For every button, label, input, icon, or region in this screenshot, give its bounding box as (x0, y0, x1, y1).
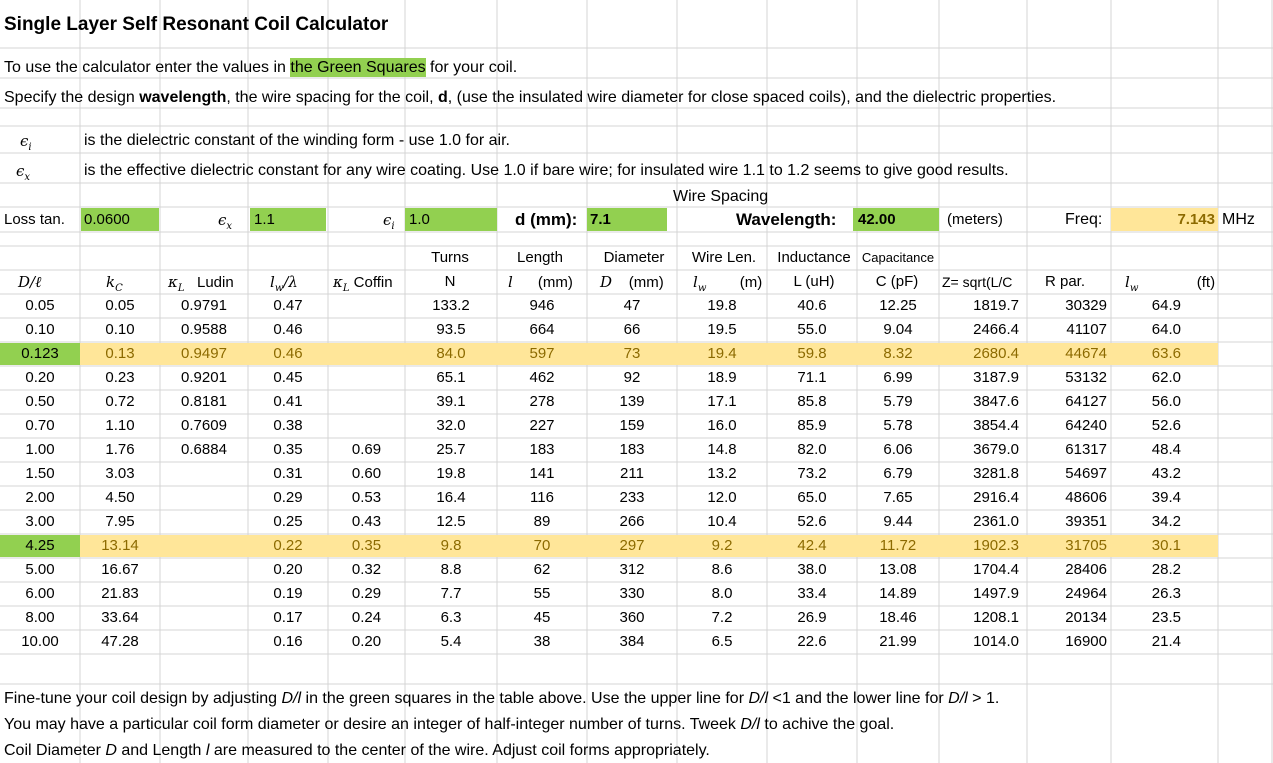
cell-r-par: 24964 (1065, 585, 1107, 602)
cell-diameter: 330 (619, 585, 645, 602)
cell-inductance: 22.6 (797, 633, 827, 650)
cell-wire-len-ft: 64.0 (1151, 321, 1181, 338)
cell-d-over-l: 3.00 (25, 513, 55, 530)
cell-kl-ludin: 0.8181 (181, 393, 227, 410)
col-header-kc: $k_C$ (106, 273, 123, 294)
cell-diameter: 92 (623, 369, 641, 386)
cell-wire-len-ft: 39.4 (1151, 489, 1181, 506)
cell-inductance: 73.2 (797, 465, 827, 482)
cell-turns: 133.2 (432, 297, 470, 314)
cell-r-par: 31705 (1065, 537, 1107, 554)
cell-inductance: 85.9 (797, 417, 827, 434)
cell-capacitance: 11.72 (879, 537, 917, 554)
col-header-kl-coffin: $\kappa_L$ Coffin (333, 273, 393, 294)
cell-kl-ludin (160, 559, 248, 581)
cell-r-par: 48606 (1065, 489, 1107, 506)
cell-length: 62 (533, 561, 551, 578)
col-header-inductance: L (uH) (793, 273, 835, 290)
cell-r-par: 20134 (1065, 609, 1107, 626)
cell-wire-len: 18.9 (707, 369, 737, 386)
cell-kl-coffin: 0.20 (351, 633, 382, 650)
d-mm-label: d (mm): (515, 210, 578, 229)
intro-text-after: for your coil. (425, 59, 518, 76)
cell-impedance: 1497.9 (973, 585, 1019, 602)
cell-wire-len-ft: 56.0 (1151, 393, 1181, 410)
header-capacitance: Capacitance (861, 250, 935, 265)
cell-d-over-l: 0.05 (25, 297, 55, 314)
cell-kl-coffin (328, 391, 405, 413)
cell-turns: 39.1 (436, 393, 466, 410)
cell-kc: 0.13 (105, 345, 135, 362)
epsilon-x-symbol: $\epsilon_x$ (16, 162, 31, 183)
cell-r-par: 64127 (1065, 393, 1107, 410)
cell-kc: 1.10 (105, 417, 135, 434)
cell-wire-len-ft: 26.3 (1151, 585, 1181, 602)
wavelength-input[interactable]: 42.00 (853, 208, 939, 231)
cell-d-over-l: 0.50 (25, 393, 55, 410)
cell-kl-ludin (160, 487, 248, 509)
cell-lw-lambda: 0.16 (273, 633, 303, 650)
cell-wire-len: 19.4 (707, 345, 737, 362)
col-header-r-par: R par. (1045, 273, 1086, 290)
loss-tan-input[interactable]: 0.0600 (81, 208, 159, 231)
cell-wire-len: 19.8 (707, 297, 737, 314)
cell-wire-len: 19.5 (707, 321, 737, 338)
cell-inductance: 82.0 (797, 441, 827, 458)
cell-kl-coffin (328, 319, 405, 341)
cell-kl-ludin (160, 583, 248, 605)
col-header-n: N (444, 273, 456, 290)
cell-kl-coffin: 0.53 (351, 489, 382, 506)
cell-turns: 16.4 (436, 489, 466, 506)
footer-line-3: Coil Diameter D and Length l are measured to the center of the wire. Adjust coil forms appropriately. (4, 742, 710, 759)
footer-line-1: Fine-tune your coil design by adjusting D/l in the green squares in the table above. Use the upper line for D/l <1 and the lower line for D/l > 1. (4, 690, 1000, 707)
cell-kl-ludin: 0.6884 (181, 441, 227, 458)
cell-r-par: 28406 (1065, 561, 1107, 578)
cell-r-par: 64240 (1065, 417, 1107, 434)
cell-length: 278 (529, 393, 555, 410)
cell-lw-lambda: 0.46 (273, 345, 303, 362)
col-header-kl-ludin: $\kappa_L$ Ludin (168, 273, 234, 294)
cell-wire-len: 17.1 (707, 393, 737, 410)
cell-inductance: 26.9 (797, 609, 827, 626)
cell-kc: 16.67 (101, 561, 139, 578)
cell-wire-len: 13.2 (707, 465, 737, 482)
col-header-wire-len: $l_w$ (m) (693, 273, 763, 294)
cell-wire-len-ft: 64.9 (1151, 297, 1181, 314)
cell-d-over-l: 1.50 (25, 465, 55, 482)
cell-impedance: 2466.4 (973, 321, 1019, 338)
cell-capacitance: 6.79 (883, 465, 913, 482)
epsilon-x-description: is the effective dielectric constant for any wire coating. Use 1.0 if bare wire; for insulated wire 1.1 to 1.2 seems to give good results. (84, 162, 1009, 179)
cell-d-over-l: 6.00 (25, 585, 55, 602)
epsilon-i-input-label: $\epsilon_i$ (383, 211, 395, 232)
cell-impedance: 3679.0 (973, 441, 1019, 458)
cell-capacitance: 5.78 (883, 417, 913, 434)
cell-turns: 32.0 (436, 417, 466, 434)
cell-kl-coffin: 0.32 (351, 561, 382, 578)
cell-kl-ludin (160, 511, 248, 533)
cell-lw-lambda: 0.29 (273, 489, 303, 506)
col-header-diameter: D (mm) (600, 273, 664, 291)
freq-output: 7.143 (1111, 208, 1218, 231)
cell-kl-ludin (160, 535, 248, 557)
cell-kl-ludin: 0.9791 (181, 297, 227, 314)
cell-wire-len-ft: 34.2 (1151, 513, 1181, 530)
cell-capacitance: 21.99 (879, 633, 917, 650)
cell-lw-lambda: 0.41 (273, 393, 303, 410)
header-diameter: Diameter (603, 249, 665, 266)
cell-d-over-l: 0.20 (25, 369, 55, 386)
cell-wire-len-ft: 48.4 (1151, 441, 1181, 458)
cell-length: 183 (529, 441, 555, 458)
col-header-wire-len-ft: $l_w$ (ft) (1125, 273, 1216, 294)
cell-impedance: 1704.4 (973, 561, 1019, 578)
cell-length: 116 (530, 489, 554, 506)
cell-lw-lambda: 0.35 (273, 441, 303, 458)
cell-length: 597 (529, 345, 555, 362)
cell-r-par: 53132 (1065, 369, 1107, 386)
cell-wire-len: 9.2 (711, 537, 733, 554)
cell-diameter: 73 (623, 345, 641, 362)
cell-lw-lambda: 0.22 (273, 537, 303, 554)
cell-kc: 33.64 (101, 609, 139, 626)
cell-d-over-l: 1.00 (25, 441, 55, 458)
cell-diameter: 183 (619, 441, 645, 458)
cell-kl-ludin: 0.7609 (181, 417, 227, 434)
cell-impedance: 3854.4 (973, 417, 1019, 434)
d-mm-input[interactable]: 7.1 (587, 208, 667, 231)
cell-inductance: 55.0 (797, 321, 827, 338)
cell-length: 38 (533, 633, 551, 650)
cell-wire-len-ft: 21.4 (1151, 633, 1181, 650)
cell-turns: 25.7 (436, 441, 466, 458)
cell-capacitance: 13.08 (879, 561, 917, 578)
col-header-length: l (mm) (508, 273, 573, 291)
cell-wire-len: 7.2 (711, 609, 733, 626)
cell-impedance: 2361.0 (973, 513, 1019, 530)
col-header-lw-lambda: $l_w/\lambda$ (270, 273, 298, 294)
intro-green-highlight: the Green Squares (290, 59, 426, 76)
cell-wire-len-ft: 30.1 (1151, 537, 1181, 554)
epsilon-i-description: is the dielectric constant of the winding form - use 1.0 for air. (84, 132, 510, 149)
cell-diameter: 384 (619, 633, 645, 650)
cell-impedance: 1014.0 (973, 633, 1019, 650)
cell-kl-ludin: 0.9201 (181, 369, 227, 386)
intro-text-before: To use the calculator enter the values in (4, 59, 291, 76)
cell-length: 946 (529, 297, 555, 314)
cell-kl-coffin (328, 367, 405, 389)
cell-diameter: 139 (619, 393, 645, 410)
cell-lw-lambda: 0.38 (273, 417, 303, 434)
cell-lw-lambda: 0.45 (273, 369, 303, 386)
cell-lw-lambda: 0.47 (273, 297, 303, 314)
cell-kl-coffin: 0.60 (351, 465, 382, 482)
cell-inductance: 40.6 (797, 297, 827, 314)
intro2-wavelength: wavelength (139, 89, 227, 106)
cell-diameter: 211 (620, 465, 644, 482)
cell-turns: 6.3 (440, 609, 462, 626)
cell-length: 141 (529, 465, 555, 482)
cell-inductance: 33.4 (797, 585, 827, 602)
epsilon-x-input-label: $\epsilon_x$ (218, 211, 233, 232)
cell-wire-len: 8.6 (711, 561, 733, 578)
cell-inductance: 42.4 (797, 537, 827, 554)
cell-turns: 65.1 (436, 369, 466, 386)
cell-kl-ludin (160, 631, 248, 653)
cell-diameter: 233 (619, 489, 645, 506)
cell-kl-ludin (160, 463, 248, 485)
intro2-e: , (use the insulated wire diameter for close spaced coils), and the dielectric properties. (447, 89, 1057, 106)
cell-lw-lambda: 0.17 (273, 609, 303, 626)
cell-wire-len-ft: 28.2 (1151, 561, 1181, 578)
cell-kl-coffin (328, 343, 405, 365)
cell-r-par: 54697 (1065, 465, 1107, 482)
cell-wire-len-ft: 62.0 (1151, 369, 1181, 386)
cell-lw-lambda: 0.20 (273, 561, 303, 578)
cell-lw-lambda: 0.19 (273, 585, 303, 602)
cell-turns: 12.5 (436, 513, 466, 530)
cell-r-par: 30329 (1065, 297, 1107, 314)
cell-capacitance: 9.04 (883, 321, 913, 338)
cell-wire-len: 14.8 (707, 441, 737, 458)
cell-inductance: 38.0 (797, 561, 827, 578)
cell-impedance: 3281.8 (973, 465, 1019, 482)
cell-capacitance: 8.32 (883, 345, 913, 362)
cell-kl-ludin (160, 607, 248, 629)
col-header-capacitance: C (pF) (875, 273, 919, 290)
cell-diameter: 47 (623, 297, 641, 314)
cell-turns: 9.8 (440, 537, 462, 554)
epsilon-i-symbol: $\epsilon_i$ (20, 132, 32, 153)
cell-kc: 13.14 (101, 537, 139, 554)
cell-kc: 1.76 (105, 441, 135, 458)
cell-wire-len: 12.0 (707, 489, 737, 506)
cell-turns: 7.7 (440, 585, 462, 602)
cell-length: 55 (533, 585, 551, 602)
cell-kl-coffin: 0.35 (351, 537, 382, 554)
cell-kc: 7.95 (105, 513, 135, 530)
cell-wire-len-ft: 23.5 (1151, 609, 1181, 626)
cell-turns: 84.0 (436, 345, 466, 362)
cell-length: 70 (533, 537, 551, 554)
col-header-impedance: Z= sqrt(L/C (942, 274, 1013, 290)
cell-kc: 21.83 (101, 585, 139, 602)
cell-length: 89 (533, 513, 551, 530)
cell-capacitance: 7.65 (883, 489, 913, 506)
cell-capacitance: 12.25 (879, 297, 917, 314)
cell-kc: 0.05 (105, 297, 135, 314)
cell-r-par: 41107 (1066, 321, 1107, 338)
cell-kl-coffin: 0.69 (351, 441, 382, 458)
wire-spacing-label: Wire Spacing (673, 188, 769, 205)
cell-impedance: 2680.4 (973, 345, 1019, 362)
intro2-c: , the wire spacing for the coil, (226, 89, 438, 106)
cell-lw-lambda: 0.46 (273, 321, 303, 338)
cell-inductance: 52.6 (797, 513, 827, 530)
intro-line-1 (4, 58, 517, 78)
cell-impedance: 1208.1 (973, 609, 1019, 626)
cell-d-over-l: 0.70 (25, 417, 55, 434)
cell-kc: 0.23 (105, 369, 135, 386)
cell-capacitance: 18.46 (879, 609, 917, 626)
cell-kc: 4.50 (105, 489, 135, 506)
cell-wire-len: 8.0 (711, 585, 733, 602)
cell-wire-len-ft: 43.2 (1151, 465, 1181, 482)
cell-impedance: 1902.3 (973, 537, 1019, 554)
cell-length: 227 (529, 417, 555, 434)
cell-diameter: 66 (623, 321, 641, 338)
cell-length: 462 (529, 369, 555, 386)
cell-diameter: 266 (619, 513, 645, 530)
cell-kc: 0.10 (105, 321, 135, 338)
cell-kl-coffin: 0.43 (351, 513, 382, 530)
cell-d-over-l: 2.00 (25, 489, 55, 506)
col-header-d-over-l: D/ℓ (18, 273, 42, 291)
cell-d-over-l[interactable]: 4.25 (25, 537, 55, 554)
cell-r-par: 39351 (1065, 513, 1107, 530)
cell-kc: 3.03 (105, 465, 135, 482)
cell-kl-coffin: 0.24 (351, 609, 382, 626)
cell-impedance: 2916.4 (973, 489, 1019, 506)
cell-turns: 5.4 (440, 633, 462, 650)
cell-kl-ludin: 0.9497 (181, 345, 227, 362)
cell-kl-coffin (328, 295, 405, 317)
cell-inductance: 85.8 (797, 393, 827, 410)
header-wire-len: Wire Len. (691, 249, 757, 266)
wavelength-label: Wavelength: (736, 210, 837, 229)
cell-turns: 19.8 (436, 465, 466, 482)
cell-capacitance: 6.06 (883, 441, 913, 458)
cell-length: 664 (529, 321, 555, 338)
cell-impedance: 3847.6 (973, 393, 1019, 410)
cell-diameter: 297 (619, 537, 645, 554)
cell-d-over-l: 8.00 (25, 609, 55, 626)
cell-r-par: 16900 (1065, 633, 1107, 650)
page-title: Single Layer Self Resonant Coil Calculator (4, 14, 389, 35)
cell-kl-coffin (328, 415, 405, 437)
epsilon-x-input[interactable]: 1.1 (250, 208, 326, 231)
cell-wire-len: 6.5 (711, 633, 733, 650)
cell-inductance: 71.1 (797, 369, 827, 386)
header-inductance: Inductance (777, 249, 851, 266)
cell-diameter: 312 (619, 561, 645, 578)
cell-d-over-l: 0.10 (25, 321, 55, 338)
cell-lw-lambda: 0.31 (273, 465, 303, 482)
cell-capacitance: 5.79 (883, 393, 913, 410)
cell-diameter: 159 (619, 417, 645, 434)
freq-unit: MHz (1222, 211, 1255, 228)
cell-impedance: 1819.7 (973, 297, 1019, 314)
intro2-a: Specify the design (4, 89, 140, 106)
cell-impedance: 3187.9 (973, 369, 1019, 386)
cell-wire-len: 10.4 (707, 513, 737, 530)
cell-wire-len-ft: 63.6 (1151, 345, 1181, 362)
cell-turns: 93.5 (436, 321, 466, 338)
meters-label: (meters) (947, 211, 1003, 228)
cell-r-par: 61317 (1065, 441, 1107, 458)
cell-kc: 0.72 (105, 393, 135, 410)
intro2-d: d (438, 89, 448, 106)
cell-length: 45 (533, 609, 551, 626)
header-turns: Turns (431, 249, 469, 266)
cell-r-par: 44674 (1065, 345, 1107, 362)
cell-kl-coffin: 0.29 (351, 585, 382, 602)
cell-inductance: 65.0 (797, 489, 827, 506)
cell-diameter: 360 (619, 609, 645, 626)
loss-tan-label: Loss tan. (4, 211, 65, 228)
freq-label: Freq: (1065, 211, 1103, 228)
cell-turns: 8.8 (440, 561, 462, 578)
intro-line-2 (4, 88, 1056, 108)
cell-kc: 47.28 (101, 633, 139, 650)
header-length: Length (517, 249, 563, 266)
cell-capacitance: 6.99 (883, 369, 913, 386)
cell-kl-ludin: 0.9588 (181, 321, 227, 338)
cell-d-over-l: 10.00 (21, 633, 59, 650)
cell-wire-len-ft: 52.6 (1151, 417, 1181, 434)
cell-inductance: 59.8 (797, 345, 827, 362)
cell-d-over-l[interactable]: 0.123 (21, 345, 59, 362)
cell-lw-lambda: 0.25 (273, 513, 303, 530)
footer-line-2: You may have a particular coil form diameter or desire an integer of half-integer number of turns. Tweek D/l to achive the goal. (4, 716, 895, 733)
cell-capacitance: 9.44 (883, 513, 913, 530)
cell-capacitance: 14.89 (879, 585, 917, 602)
epsilon-i-input[interactable]: 1.0 (405, 208, 497, 231)
cell-d-over-l: 5.00 (25, 561, 55, 578)
cell-wire-len: 16.0 (707, 417, 737, 434)
